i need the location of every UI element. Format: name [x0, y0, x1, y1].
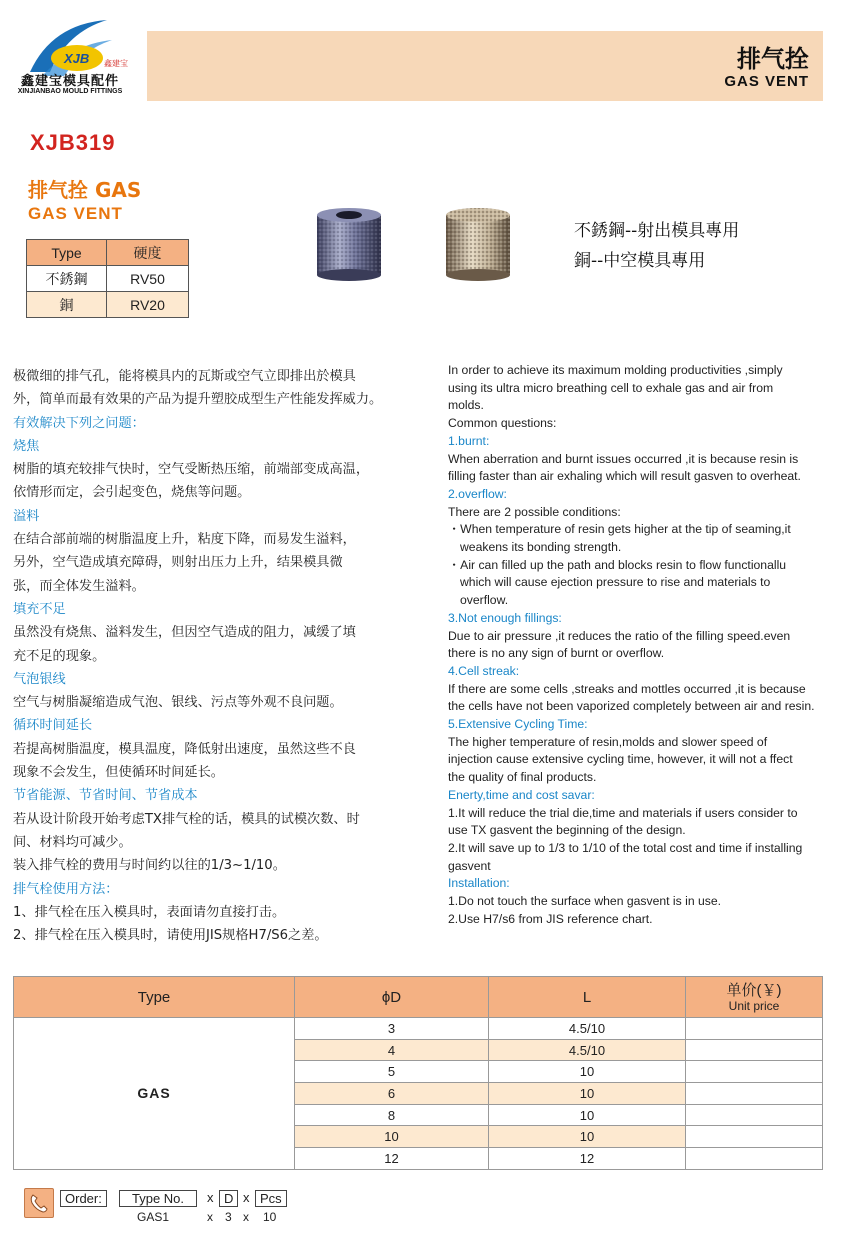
brand-name-en: XINJIANBAO MOULD FITTINGS: [17, 88, 123, 95]
price-header-cn: 单价(￥): [726, 981, 782, 999]
order-label: Order:: [60, 1190, 107, 1207]
material-cell: 銅: [27, 292, 107, 318]
cn-text-line: 极微细的排气孔，能将模具内的瓦斯或空气立即排出於模具: [13, 369, 356, 384]
price-header-en: Unit price: [728, 998, 780, 1013]
order-pcs-box: Pcs: [255, 1190, 287, 1207]
en-text-line: ・When temperature of resin gets higher at the tip of seaming,it: [448, 522, 791, 537]
d-cell: 8: [295, 1104, 489, 1126]
logo-letters: XJB: [64, 51, 90, 66]
product-model: XJB319: [30, 130, 116, 155]
en-text-line: There are 2 possible conditions:: [448, 504, 621, 519]
price-cell: [686, 1083, 823, 1105]
material-cell: 不銹鋼: [27, 266, 107, 292]
en-text-heading: Enerty,time and cost savar:: [448, 787, 595, 802]
order-x-sep: x: [243, 1190, 250, 1205]
hardness-cell: RV20: [107, 292, 189, 318]
type-value-cell: GAS: [14, 1018, 295, 1170]
en-text-line: injection cause extensive cycling time, however, it will not a ffect: [448, 752, 793, 767]
cn-text-line: 空气与树脂凝缩造成气泡、银线、污点等外观不良问题。: [13, 695, 343, 711]
usage-line: 銅--中空模具專用: [574, 251, 706, 271]
price-cell: [686, 1104, 823, 1126]
order-d-value: 3: [225, 1210, 232, 1224]
en-text-line: using its ultra micro breathing cell to exhale gas and air from: [448, 380, 774, 395]
cn-text-heading: 节省能源、节省时间、节省成本: [13, 788, 198, 804]
spec-table: [13, 976, 823, 1170]
order-d-box: D: [219, 1190, 238, 1207]
en-text-heading: Installation:: [448, 876, 510, 891]
cn-text-line: 若提高树脂温度，模具温度，降低射出速度，虽然这些不良: [13, 741, 356, 757]
price-cell: [686, 1039, 823, 1061]
price-cell: [686, 1126, 823, 1148]
cn-text-line: 装入排气栓的费用与时间约以往的1/3~1/10。: [13, 858, 286, 874]
order-x-sep: x: [243, 1210, 249, 1224]
en-text-line: If there are some cells ,streaks and mottles occurred ,it is because: [448, 681, 806, 696]
en-text-line: overflow.: [460, 593, 509, 608]
l-cell: 10: [489, 1061, 686, 1083]
en-text-line: filling faster than air exhaling which will result gasven to overheat.: [448, 469, 801, 484]
order-type-box: Type No.: [119, 1190, 197, 1207]
cn-text-line: 依情形而定，会引起变色，烧焦等问题。: [13, 485, 251, 501]
en-text-line: the cells have not been vaporized completely between air and resin.: [448, 699, 815, 714]
col-header-type: Type: [14, 977, 295, 1018]
col-header-d: ϕD: [295, 977, 489, 1018]
en-text-heading: 1.burnt:: [448, 433, 490, 448]
header-title-cn: 排气拴: [737, 45, 809, 73]
description-cn: [13, 365, 433, 947]
d-cell: 4: [295, 1039, 489, 1061]
cn-text-heading: 烧焦: [13, 438, 40, 454]
d-cell: 3: [295, 1018, 489, 1040]
header-band: [147, 31, 823, 101]
logo-cn-sub: 鑫建宝: [104, 59, 128, 68]
en-text-line: 2.Use H7/s6 from JIS reference chart.: [448, 911, 653, 926]
order-x-sep: x: [207, 1210, 213, 1224]
l-cell: 10: [489, 1126, 686, 1148]
en-text-line: which will cause ejection pressure to rise and materials to: [460, 575, 771, 590]
hardness-header: 硬度: [107, 240, 189, 266]
cn-text-heading: 填充不足: [13, 601, 66, 617]
en-text-line: The higher temperature of resin,molds and slower speed of: [448, 734, 768, 749]
l-cell: 12: [489, 1148, 686, 1170]
cn-text-heading: 有效解决下列之问题：: [13, 415, 145, 431]
en-text-line: gasvent: [448, 858, 491, 873]
en-text-line: the quality of final products.: [448, 770, 597, 785]
cn-text-line: 若从设计阶段开始考虑TX排气栓的话，模具的试模次数、时: [13, 811, 360, 827]
en-text-heading: 3.Not enough fillings:: [448, 610, 562, 625]
usage-line: 不銹鋼--射出模具專用: [574, 221, 740, 241]
cn-text-line: 在结合部前端的树脂温度上升，粘度下降，而易发生溢料，: [13, 532, 356, 548]
product-title-en: GAS VENT: [28, 204, 123, 223]
cn-text-line: 1、排气栓在压入模具时，表面请勿直接打击。: [13, 904, 286, 920]
cn-text-line: 外，简单而最有效果的产品为提升塑胶成型生产性能发挥威力。: [13, 392, 383, 408]
header-title-en: GAS VENT: [724, 73, 809, 90]
order-type-value: GAS1: [137, 1210, 170, 1224]
brand-name-cn: 鑫建宝模具配件: [20, 74, 119, 89]
en-text-line: In order to achieve its maximum molding productivities ,simply: [448, 363, 783, 377]
price-cell: [686, 1148, 823, 1170]
product-title-cn: 排气拴 GAS: [28, 178, 142, 202]
en-text-line: 2.It will save up to 1/3 to 1/10 of the total cost and time if installing: [448, 840, 803, 855]
cn-text-line: 间、材料均可减少。: [13, 834, 132, 850]
cn-text-heading: 气泡银线: [13, 671, 66, 687]
en-text-line: Common questions:: [448, 416, 557, 431]
copper-vent-image: [442, 207, 514, 283]
material-type-table: [26, 239, 189, 318]
order-x-sep: x: [207, 1190, 214, 1205]
d-cell: 10: [295, 1126, 489, 1148]
hardness-cell: RV50: [107, 266, 189, 292]
type-header: Type: [27, 240, 107, 266]
stainless-vent-image: [313, 207, 385, 283]
en-text-line: molds.: [448, 398, 484, 413]
usage-notes: [574, 216, 739, 276]
d-cell: 5: [295, 1061, 489, 1083]
l-cell: 10: [489, 1104, 686, 1126]
l-cell: 4.5/10: [489, 1018, 686, 1040]
d-cell: 6: [295, 1083, 489, 1105]
cn-text-line: 树脂的填充较排气快时，空气受断热压缩，前端部变成高温，: [13, 462, 370, 478]
price-cell: [686, 1061, 823, 1083]
en-text-line: Due to air pressure ,it reduces the ratio of the filling speed.even: [448, 628, 791, 643]
en-text-line: 1.It will reduce the trial die,time and materials if users consider to: [448, 805, 798, 820]
en-text-line: weakens its bonding strength.: [460, 540, 622, 555]
l-cell: 10: [489, 1083, 686, 1105]
en-text-heading: 2.overflow:: [448, 486, 507, 501]
cn-text-line: 2、排气栓在压入模具时，请使用JIS规格H7/S6之差。: [13, 928, 328, 944]
cn-text-line: 现象不会发生，但使循环时间延长。: [13, 765, 224, 781]
cn-text-line: 充不足的现象。: [13, 648, 106, 664]
cn-text-heading: 溢料: [13, 508, 40, 524]
en-text-line: ・Air can filled up the path and blocks resin to flow functionallu: [448, 557, 787, 572]
en-text-line: use TX gasvent the beginning of the design.: [448, 823, 686, 838]
description-en: [448, 362, 846, 929]
cn-text-heading: 排气栓使用方法：: [13, 881, 119, 897]
phone-icon: [24, 1188, 54, 1218]
cn-text-heading: 循环时间延长: [13, 718, 93, 734]
price-cell: [686, 1018, 823, 1040]
en-text-heading: 5.Extensive Cycling Time:: [448, 717, 588, 732]
cn-text-line: 虽然没有烧焦、溢料发生，但因空气造成的阻力，减缓了填: [13, 625, 356, 641]
en-text-heading: 4.Cell streak:: [448, 663, 520, 678]
order-pcs-value: 10: [263, 1210, 277, 1224]
d-cell: 12: [295, 1148, 489, 1170]
en-text-line: there is no any sign of burnt or overflow.: [448, 646, 665, 661]
col-header-l: L: [489, 977, 686, 1018]
en-text-line: 1.Do not touch the surface when gasvent is in use.: [448, 894, 722, 909]
cn-text-line: 张，而全体发生溢料。: [13, 578, 145, 594]
col-header-price: [686, 977, 823, 1018]
cn-text-line: 另外，空气造成填充障碍，则射出压力上升，结果模具微: [13, 555, 343, 571]
en-text-line: When aberration and burnt issues occurred ,it is because resin is: [448, 451, 799, 466]
l-cell: 4.5/10: [489, 1039, 686, 1061]
